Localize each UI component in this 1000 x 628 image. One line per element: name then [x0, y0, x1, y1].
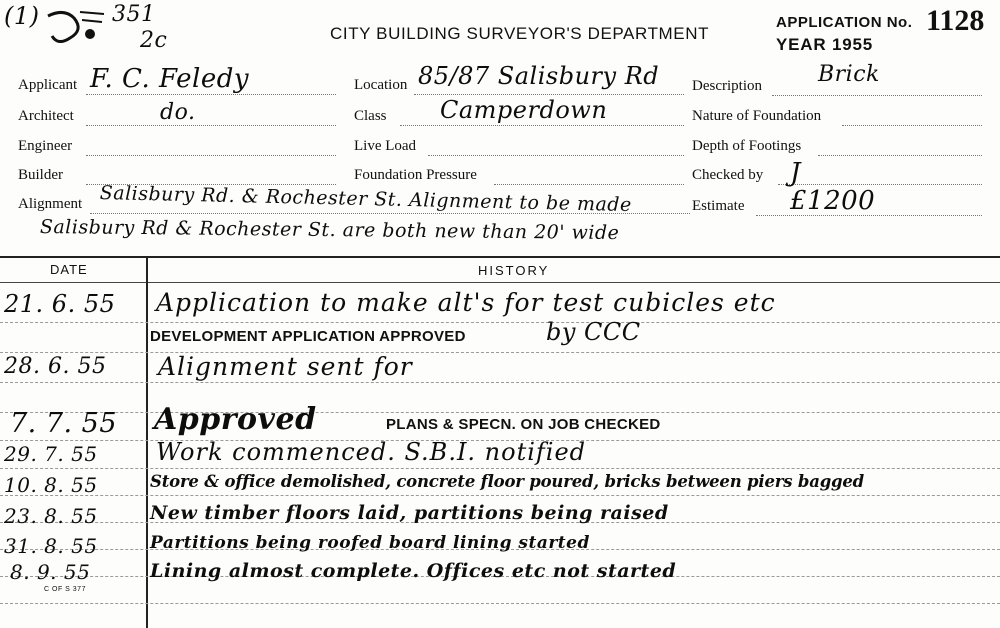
history-date: 8. 9. 55 — [10, 560, 91, 584]
builder-label: Builder — [18, 167, 63, 183]
corner-mark: (1) — [4, 2, 40, 30]
corner-number: 351 — [112, 2, 156, 27]
history-date: 23. 8. 55 — [4, 504, 98, 528]
year-label: YEAR 1955 — [776, 35, 873, 54]
history-text: by CCC — [546, 318, 641, 346]
checked-by-label: Checked by — [692, 167, 764, 183]
history-stamp: PLANS & SPECN. ON JOB CHECKED — [386, 416, 661, 433]
history-date: 7. 7. 55 — [10, 408, 118, 439]
alignment-value-1: Salisbury Rd. & Rochester St. Alignment to be made — [99, 182, 632, 217]
history-text: Work commenced. S.B.I. notified — [156, 438, 587, 466]
history-text: Store & office demolished, concrete floor poured, bricks between piers bagged — [150, 472, 865, 491]
application-label: APPLICATION No. — [776, 14, 913, 31]
header-rule — [0, 282, 1000, 283]
description-value: Brick — [818, 62, 880, 87]
estimate-label: Estimate — [692, 198, 745, 214]
date-column-header: DATE — [50, 262, 88, 277]
form-code: C OF S 377 — [44, 586, 86, 593]
table-top-rule — [0, 256, 1000, 258]
history-date: 31. 8. 55 — [4, 534, 98, 558]
history-date: 21. 6. 55 — [4, 290, 116, 318]
application-number: 1128 — [926, 4, 985, 37]
foundation-pressure-label: Foundation Pressure — [354, 167, 477, 183]
history-text: Lining almost complete. Offices etc not started — [150, 560, 677, 582]
history-column-header: HISTORY — [478, 263, 550, 278]
date-column-divider — [146, 258, 148, 628]
alignment-label: Alignment — [18, 196, 83, 212]
description-label: Description — [692, 78, 762, 94]
history-text: Partitions being roofed board lining started — [150, 533, 590, 553]
history-text: Alignment sent for — [158, 352, 413, 381]
class-label: Class — [354, 108, 387, 124]
smudge-mark — [44, 6, 114, 50]
nature-of-foundation-label: Nature of Foundation — [692, 108, 822, 124]
history-text: New timber floors laid, partitions being raised — [150, 502, 669, 524]
location-label: Location — [354, 77, 408, 93]
history-date: 28. 6. 55 — [4, 354, 107, 379]
corner-sub: 2c — [140, 28, 168, 53]
engineer-label: Engineer — [18, 138, 73, 154]
history-text: Approved — [154, 402, 317, 437]
alignment-value-2: Salisbury Rd & Rochester St. are both new than 20' wide — [39, 216, 620, 245]
depth-of-footings-label: Depth of Footings — [692, 138, 802, 154]
applicant-value: F. C. Feledy — [90, 64, 250, 94]
class-value: Camperdown — [440, 96, 608, 124]
department-title: CITY BUILDING SURVEYOR'S DEPARTMENT — [330, 24, 710, 43]
history-date: 29. 7. 55 — [4, 442, 98, 466]
history-stamp: DEVELOPMENT APPLICATION APPROVED — [150, 328, 466, 345]
live-load-label: Live Load — [354, 138, 417, 154]
history-text: Application to make alt's for test cubicles etc — [156, 288, 776, 317]
applicant-label: Applicant — [18, 77, 78, 93]
architect-label: Architect — [18, 108, 74, 124]
architect-value: do. — [160, 100, 196, 125]
location-value: 85/87 Salisbury Rd — [418, 62, 660, 90]
history-date: 10. 8. 55 — [4, 473, 98, 497]
estimate-value: £1200 — [790, 186, 876, 216]
checked-by-value: J — [790, 158, 801, 188]
